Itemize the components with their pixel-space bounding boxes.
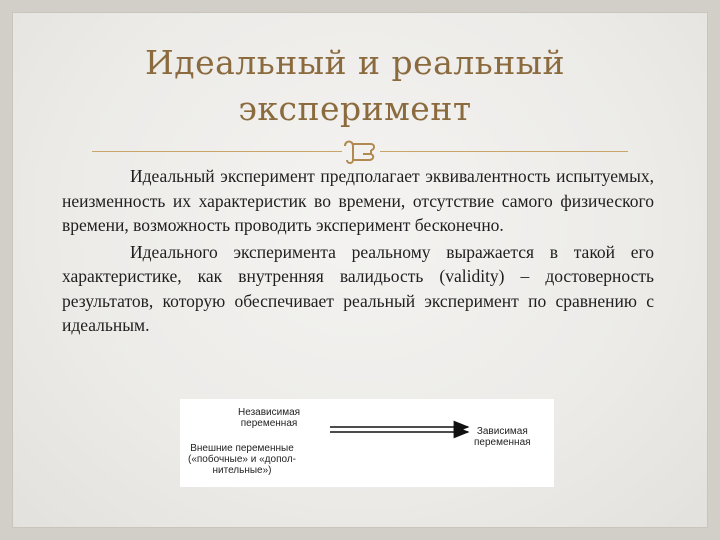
slide-title xyxy=(100,40,610,132)
divider-rule-right xyxy=(380,151,628,152)
slide-body xyxy=(62,164,654,338)
paragraph-ideal: Идеальный эксперимент предполагает эквивалентность испытуемых, неизменность их характеристик во времени, отсутствие самого физического времени, возможность проводить эксперимент бесконечно. xyxy=(62,166,654,235)
label-external-variables: Внешние переменные («побочные» и «допол- нительные») xyxy=(188,443,297,476)
divider-rule-left xyxy=(92,151,342,152)
label-independent-variable: Независимая переменная xyxy=(238,407,301,429)
title-line-2: эксперимент xyxy=(238,89,472,128)
scroll-ornament-icon xyxy=(341,136,379,166)
title-line-1: Идеальный и реальный xyxy=(145,43,565,82)
paragraph-validity: Идеального эксперимента реальному выражается в такой его характеристике, как внутренняя валидьость (validity) – достоверность результатов, которую обеспечивает реальный эксперимент по сравнению с идеальным. xyxy=(62,241,654,335)
label-dependent-variable: Зависимая переменная xyxy=(474,426,531,448)
variables-diagram xyxy=(180,399,554,487)
